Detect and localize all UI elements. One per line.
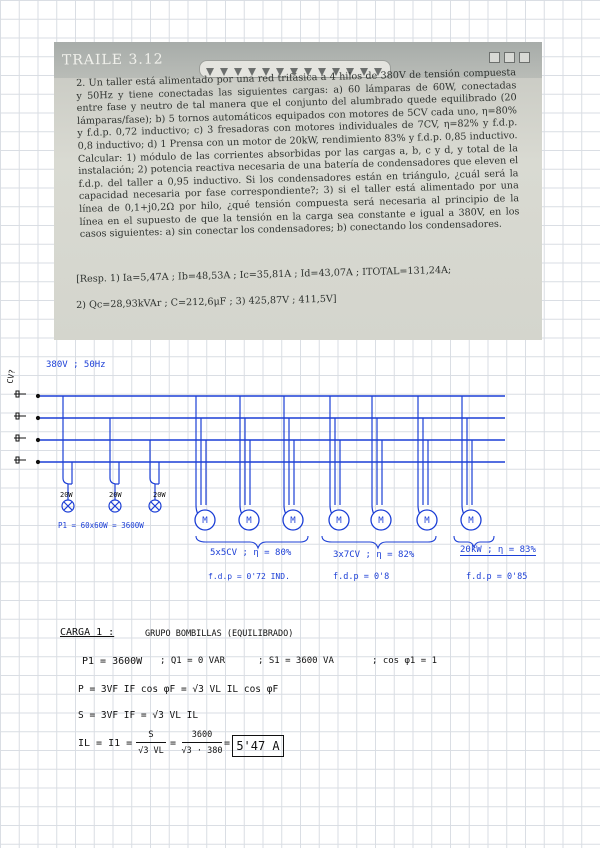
lamp-labels [60, 491, 166, 499]
group-c-label: 3x7CV ; η = 82% [333, 550, 415, 560]
motor-label: M [336, 516, 342, 526]
line-p: P1 = 3600W [82, 656, 143, 667]
line-s: ; S1 = 3600 VA [258, 656, 334, 666]
window-close-icon [519, 52, 530, 63]
group-braces [196, 536, 494, 548]
fraction1-denominator: √3 VL [138, 746, 164, 756]
equation-power: P = 3VF IF cos φF = √3 VL IL cos φF [78, 684, 279, 695]
chapter-title: TRAILE 3.12 [61, 51, 164, 69]
fraction1-bar [136, 742, 166, 743]
group-d-label: 20kW ; η = 83% [460, 545, 536, 555]
group-b-label: 5x5CV ; η = 80% [210, 548, 292, 558]
lamp-label: 20W [60, 491, 73, 499]
window-max-icon [504, 52, 515, 63]
equals-sign: = [224, 738, 231, 749]
textbook-photo [54, 42, 542, 340]
equation-current-left: IL = I1 = [78, 738, 133, 749]
fraction2-denominator: √3 · 380 [181, 746, 223, 756]
circuit-diagram [0, 350, 600, 600]
group-c-pf: f.d.p = 0'8 [333, 572, 390, 582]
motor-label: M [246, 516, 252, 526]
fraction2-numerator: 3600 [191, 730, 213, 740]
fraction2-bar [182, 742, 222, 743]
window-min-icon [489, 52, 500, 63]
answer-line-2: 2) Qc=28,93kVAr ; C=212,6μF ; 3) 425,87V ; 411,5V] [76, 293, 337, 311]
result-box: 5'47 A [232, 735, 284, 757]
line-terminals [14, 391, 40, 464]
supply-label: 380V ; 50Hz [46, 360, 106, 370]
lamp-icons [62, 500, 161, 512]
lamp-label: 20W [153, 491, 166, 499]
load-heading: CARGA 1 : [60, 627, 115, 638]
lamp-power-note: P1 = 60x60W = 3600W [58, 521, 144, 530]
line-label: CV? [5, 368, 17, 385]
motor-branches [196, 396, 472, 518]
motor-label: M [468, 516, 474, 526]
motor-label: M [202, 516, 208, 526]
line-cos: ; cos φ1 = 1 [372, 656, 438, 666]
load-heading-desc: GRUPO BOMBILLAS (EQUILIBRADO) [145, 629, 294, 639]
fraction1-numerator: S [148, 730, 154, 740]
motor-label: M [290, 516, 296, 526]
lamp-label: 20W [109, 491, 122, 499]
motor-label: M [378, 516, 384, 526]
group-b-pf: f.d.p = 0'72 IND. [208, 572, 290, 581]
problem-statement: 2. Un taller está alimentado por una red trifásica a 4 hilos de 380V de tensión compuesta y 50Hz y tiene conectadas las siguientes cargas: a) 60 lámparas de 60W, conectadas entre fase y neutro de tal manera que el conjunto del alumbrado quede equilibrado (20 lámparas/fase); b) 5 tornos automáticos equipados con motores de 5CV cada uno, η=80% y f.d.p. 0,72 inductivo; c) 3 fresadoras con motores individuales de 7CV, η=82% y f.d.p. 0,8 inductivo; d) 1 Prensa con un motor de 20kW, rendimiento 83% y f.d.p. 0,85 inductivo. Calcular: 1) módulo de las corrientes absorbidas por las cargas a, b, c y d, y total de la instalación; 2) potencia reactiva necesaria de una batería de condensadores que eleven el f.d.p. del taller a 0,95 inductivo. Si los condensadores están en triángulo, ¿cuál será la capacidad necesaria por fase correspondiente?; 3) si el taller está alimentado por una línea de 0,1+j0,2Ω por hilo, ¿qué tensión compuesta será necesaria al principio de la línea en el supuesto de que la tensión en la carga sea constante e igual a 380V, en los casos siguientes: a) sin conectar los condensadores; b) conectando los condensadores. [76, 67, 520, 241]
answer-line-1: [Resp. 1) Ia=5,47A ; Ib=48,53A ; Ic=35,81A ; Id=43,07A ; ITOTAL=131,24A; [76, 264, 452, 285]
equation-apparent: S = 3VF IF = √3 VL IL [78, 710, 199, 721]
line-q: ; Q1 = 0 VAR [160, 656, 226, 666]
motor-label: M [424, 516, 430, 526]
equals-sign: = [170, 738, 177, 749]
group-d-pf: f.d.p = 0'85 [466, 572, 528, 582]
lamp-branches [63, 396, 159, 500]
